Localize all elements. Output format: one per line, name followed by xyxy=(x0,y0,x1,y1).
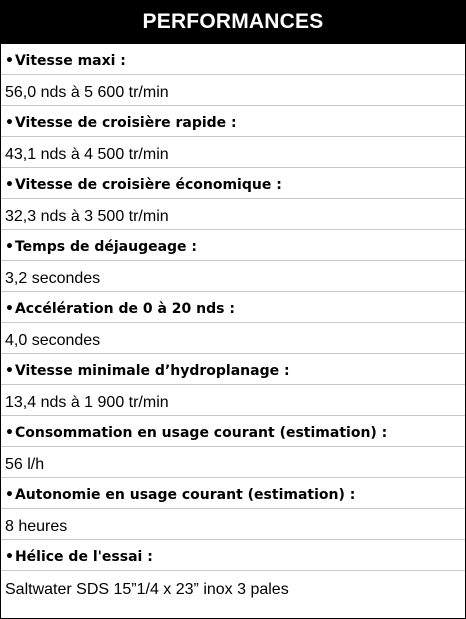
bullet-icon: • xyxy=(5,487,14,503)
label-text: Vitesse de croisière rapide : xyxy=(14,115,237,131)
label-text: Temps de déjaugeage : xyxy=(14,239,198,255)
table-title: PERFORMANCES xyxy=(1,1,465,44)
value-row-consumption: 56 l/h xyxy=(1,447,465,478)
bullet-icon: • xyxy=(5,301,14,317)
label-row-fast-cruise xyxy=(1,106,465,137)
value-row-range: 8 heures xyxy=(1,509,465,540)
label-row-range xyxy=(1,478,465,509)
label-text: Vitesse de croisière économique : xyxy=(14,177,282,193)
value-row-test-propeller: Saltwater SDS 15”1/4 x 23” inox 3 pales xyxy=(5,581,289,598)
label-text: Accélération de 0 à 20 nds : xyxy=(14,301,235,317)
label-row-acceleration xyxy=(1,292,465,323)
label-row-consumption xyxy=(1,416,465,447)
label-row-planing-time xyxy=(1,230,465,261)
label-text: Vitesse maxi : xyxy=(14,53,126,69)
value-row-acceleration: 4,0 secondes xyxy=(1,323,465,354)
bullet-icon: • xyxy=(5,363,14,379)
label-row-eco-cruise xyxy=(1,168,465,199)
value-row-max-speed: 56,0 nds à 5 600 tr/min xyxy=(1,75,465,106)
value-row-min-planing-speed: 13,4 nds à 1 900 tr/min xyxy=(1,385,465,416)
bullet-icon: • xyxy=(5,425,14,441)
label-text: Autonomie en usage courant (estimation) : xyxy=(14,487,356,503)
label-text: Vitesse minimale d’hydroplanage : xyxy=(14,363,290,379)
label-row-test-propeller xyxy=(1,540,465,571)
bullet-icon: • xyxy=(5,53,14,69)
label-text: Consommation en usage courant (estimation) : xyxy=(14,425,388,441)
value-row-fast-cruise: 43,1 nds à 4 500 tr/min xyxy=(1,137,465,168)
value-row-eco-cruise: 32,3 nds à 3 500 tr/min xyxy=(1,199,465,230)
bullet-icon: • xyxy=(5,115,14,131)
value-row-planing-time: 3,2 secondes xyxy=(1,261,465,292)
bullet-icon: • xyxy=(5,239,14,255)
bullet-icon: • xyxy=(5,549,14,565)
label-text: Hélice de l'essai : xyxy=(14,549,153,565)
label-row-max-speed xyxy=(1,44,465,75)
bullet-icon: • xyxy=(5,177,14,193)
label-row-min-planing-speed xyxy=(1,354,465,385)
